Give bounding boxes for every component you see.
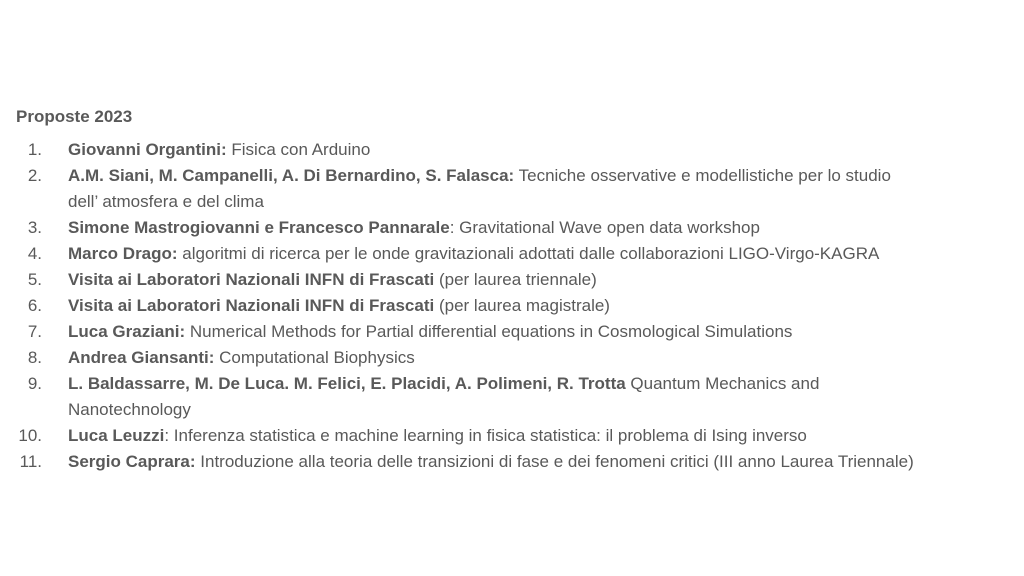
item-number: 1. — [27, 140, 42, 159]
item-title-continued: Nanotechnology — [68, 400, 191, 419]
list-item — [0, 241, 1024, 267]
item-number: 11. — [19, 452, 42, 471]
item-title: : Inferenza statistica e machine learning in fisica statistica: il problema di Ising inverso — [164, 426, 807, 445]
item-title: : Gravitational Wave open data workshop — [449, 218, 760, 237]
item-authors: Sergio Caprara: — [68, 452, 196, 471]
item-title: Tecniche osservative e modellistiche per lo studio — [514, 166, 891, 185]
list-item — [0, 293, 1024, 319]
item-authors: Visita ai Laboratori Nazionali INFN di Frascati — [68, 296, 435, 315]
item-title: Introduzione alla teoria delle transizioni di fase e dei fenomeni critici (III anno Laurea Triennale) — [195, 452, 914, 471]
item-authors: Luca Graziani: — [68, 322, 186, 341]
item-number: 6. — [27, 296, 42, 315]
item-authors: Andrea Giansanti: — [68, 348, 215, 367]
item-number: 8. — [27, 348, 42, 367]
item-authors: A.M. Siani, M. Campanelli, A. Di Bernardino, S. Falasca: — [68, 166, 515, 185]
section-heading: Proposte 2023 — [16, 107, 133, 126]
item-number: 4. — [27, 244, 42, 263]
item-authors: Giovanni Organtini: — [68, 140, 227, 159]
item-number: 5. — [27, 270, 42, 289]
item-authors: Marco Drago: — [68, 244, 178, 263]
item-number: 2. — [27, 166, 42, 185]
item-authors: L. Baldassarre, M. De Luca. M. Felici, E. Placidi, A. Polimeni, R. Trotta — [68, 374, 626, 393]
item-title: algoritmi di ricerca per le onde gravitazionali adottati dalle collaborazioni LIGO-Virgo-KAGRA — [177, 244, 880, 263]
list-item — [0, 371, 1024, 423]
item-number: 3. — [27, 218, 42, 237]
item-title-continued: dell’ atmosfera e del clima — [68, 192, 264, 211]
item-title: Computational Biophysics — [214, 348, 415, 367]
item-title: Numerical Methods for Partial differential equations in Cosmological Simulations — [185, 322, 793, 341]
item-number: 7. — [27, 322, 42, 341]
list-item — [0, 449, 1024, 475]
item-title: Quantum Mechanics and — [625, 374, 820, 393]
item-number: 9. — [27, 374, 42, 393]
item-title: (per laurea triennale) — [434, 270, 597, 289]
item-number: 10. — [18, 426, 42, 445]
list-item — [0, 345, 1024, 371]
list-item — [0, 163, 1024, 215]
item-authors: Luca Leuzzi — [68, 426, 165, 445]
item-title: (per laurea magistrale) — [434, 296, 610, 315]
item-title: Fisica con Arduino — [226, 140, 371, 159]
list-item — [0, 267, 1024, 293]
list-item — [0, 137, 1024, 163]
list-item — [0, 319, 1024, 345]
list-item — [0, 423, 1024, 449]
list-item — [0, 215, 1024, 241]
item-authors: Visita ai Laboratori Nazionali INFN di Frascati — [68, 270, 435, 289]
proposals-list — [0, 137, 1024, 475]
item-authors: Simone Mastrogiovanni e Francesco Pannarale — [68, 218, 450, 237]
